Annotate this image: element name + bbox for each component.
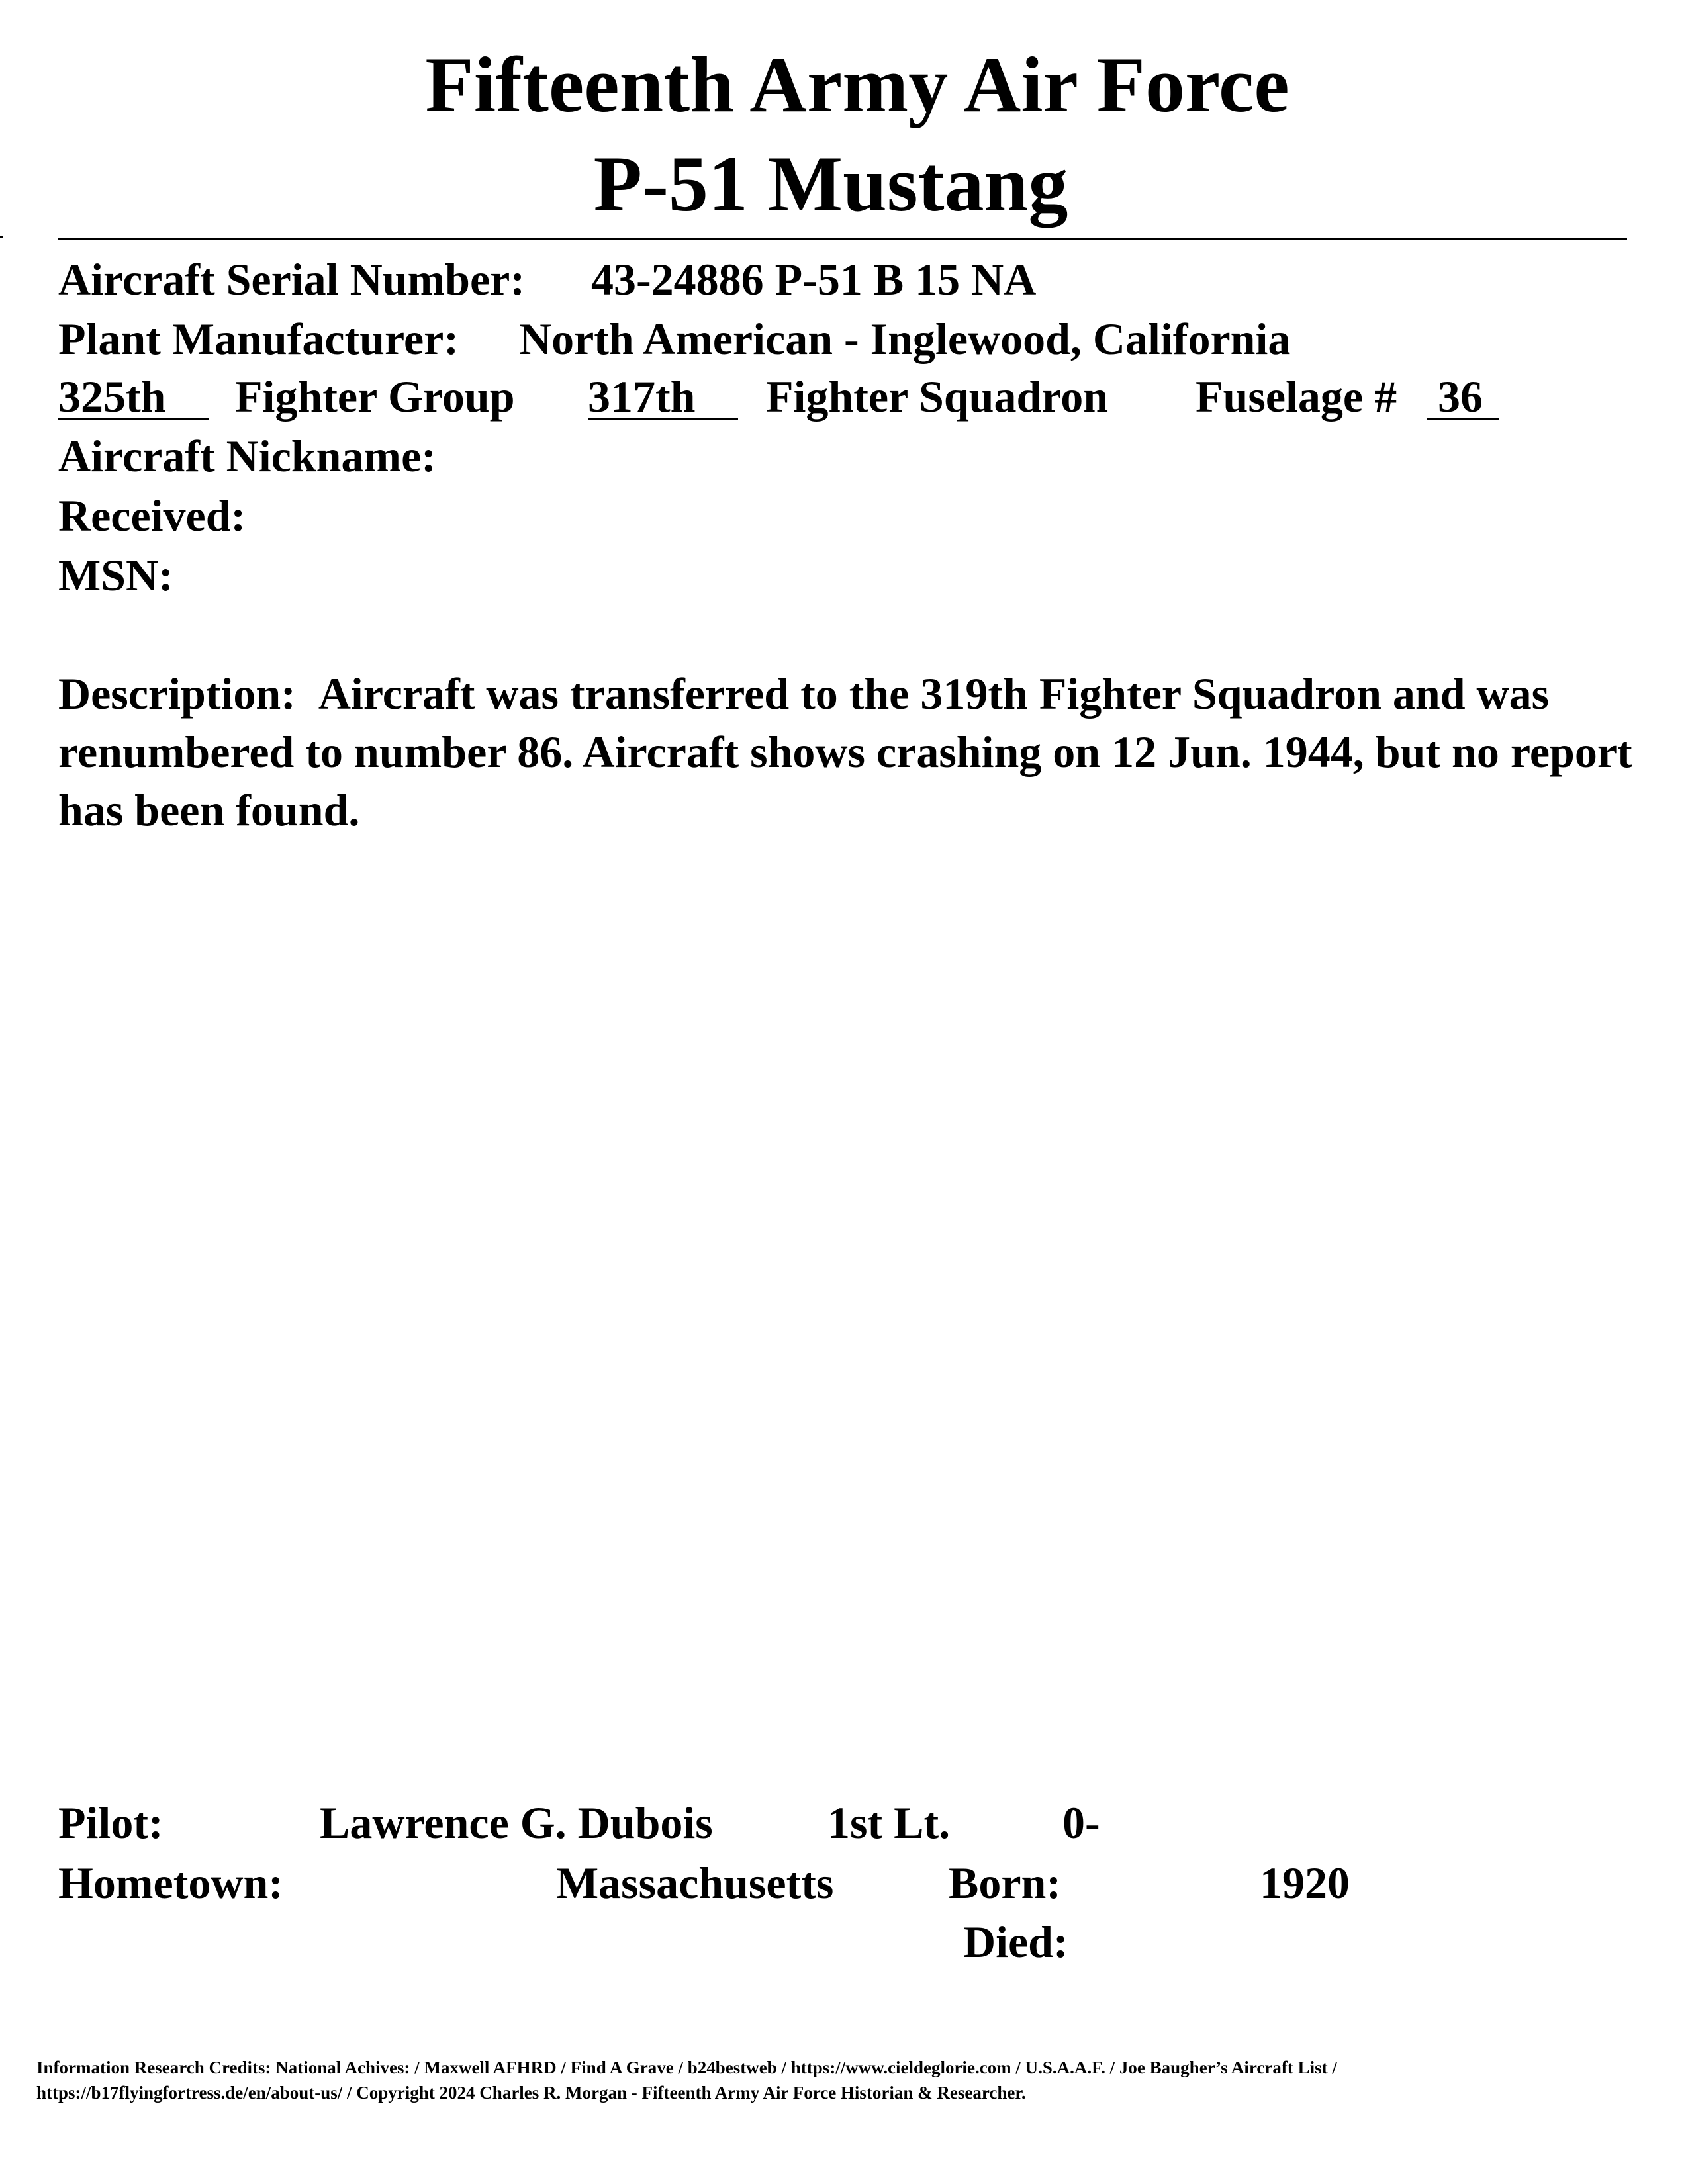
credits-line-1: Information Research Credits: National Achives: / Maxwell AFHRD / Find A Grave / b24bestweb / https://www.cieldeglorie.com / U.S.A.A.F. / Joe Baugher’s Aircraft List / [36, 2058, 1337, 2077]
nickname-label: Aircraft Nickname: [58, 431, 436, 481]
description-text: Aircraft was transferred to the 319th Fighter Squadron and was renumbered to number 86. Aircraft shows crashing on 12 Jun. 1944, but no report has been found. [58, 668, 1632, 835]
pilot-rank: 1st Lt. [827, 1797, 951, 1848]
fighter-group-underline [58, 418, 209, 420]
serial-label: Aircraft Serial Number: [58, 254, 525, 304]
fuselage-label: Fuselage # [1196, 371, 1397, 422]
page-subtitle: P-51 Mustang [593, 140, 1068, 228]
received-label: Received: [58, 490, 246, 541]
msn-label: MSN: [58, 550, 173, 600]
fighter-squadron-label: Fighter Squadron [766, 371, 1109, 422]
pilot-label: Pilot: [58, 1797, 164, 1848]
pilot-serial: 0- [1062, 1797, 1100, 1848]
manufacturer-label: Plant Manufacturer: [58, 314, 459, 364]
serial-value: 43-24886 P-51 B 15 NA [591, 254, 1037, 304]
fighter-squadron-value: 317th [588, 371, 696, 422]
page-title: Fifteenth Army Air Force [425, 40, 1289, 128]
description [58, 664, 1634, 839]
fighter-group-label: Fighter Group [235, 371, 515, 422]
fighter-group-value: 325th [58, 371, 166, 422]
fighter-squadron-underline [588, 418, 738, 420]
header-divider [58, 238, 1627, 240]
fuselage-underline [1427, 418, 1499, 420]
hometown-value: Massachusetts [556, 1858, 834, 1908]
fuselage-value: 36 [1438, 371, 1483, 422]
credits-line-2: https://b17flyingfortress.de/en/about-us/ / Copyright 2024 Charles R. Morgan - Fifteenth Army Air Force Historian & Researcher. [36, 2083, 1026, 2103]
died-label: Died: [963, 1917, 1068, 1967]
hometown-label: Hometown: [58, 1858, 283, 1908]
credits-footer [36, 2055, 1652, 2105]
manufacturer-value: North American - Inglewood, California [519, 314, 1291, 364]
born-value: 1920 [1260, 1858, 1350, 1908]
born-label: Born: [949, 1858, 1061, 1908]
description-label: Description: [58, 668, 296, 719]
pilot-name: Lawrence G. Dubois [320, 1797, 713, 1848]
margin-mark [0, 236, 3, 238]
